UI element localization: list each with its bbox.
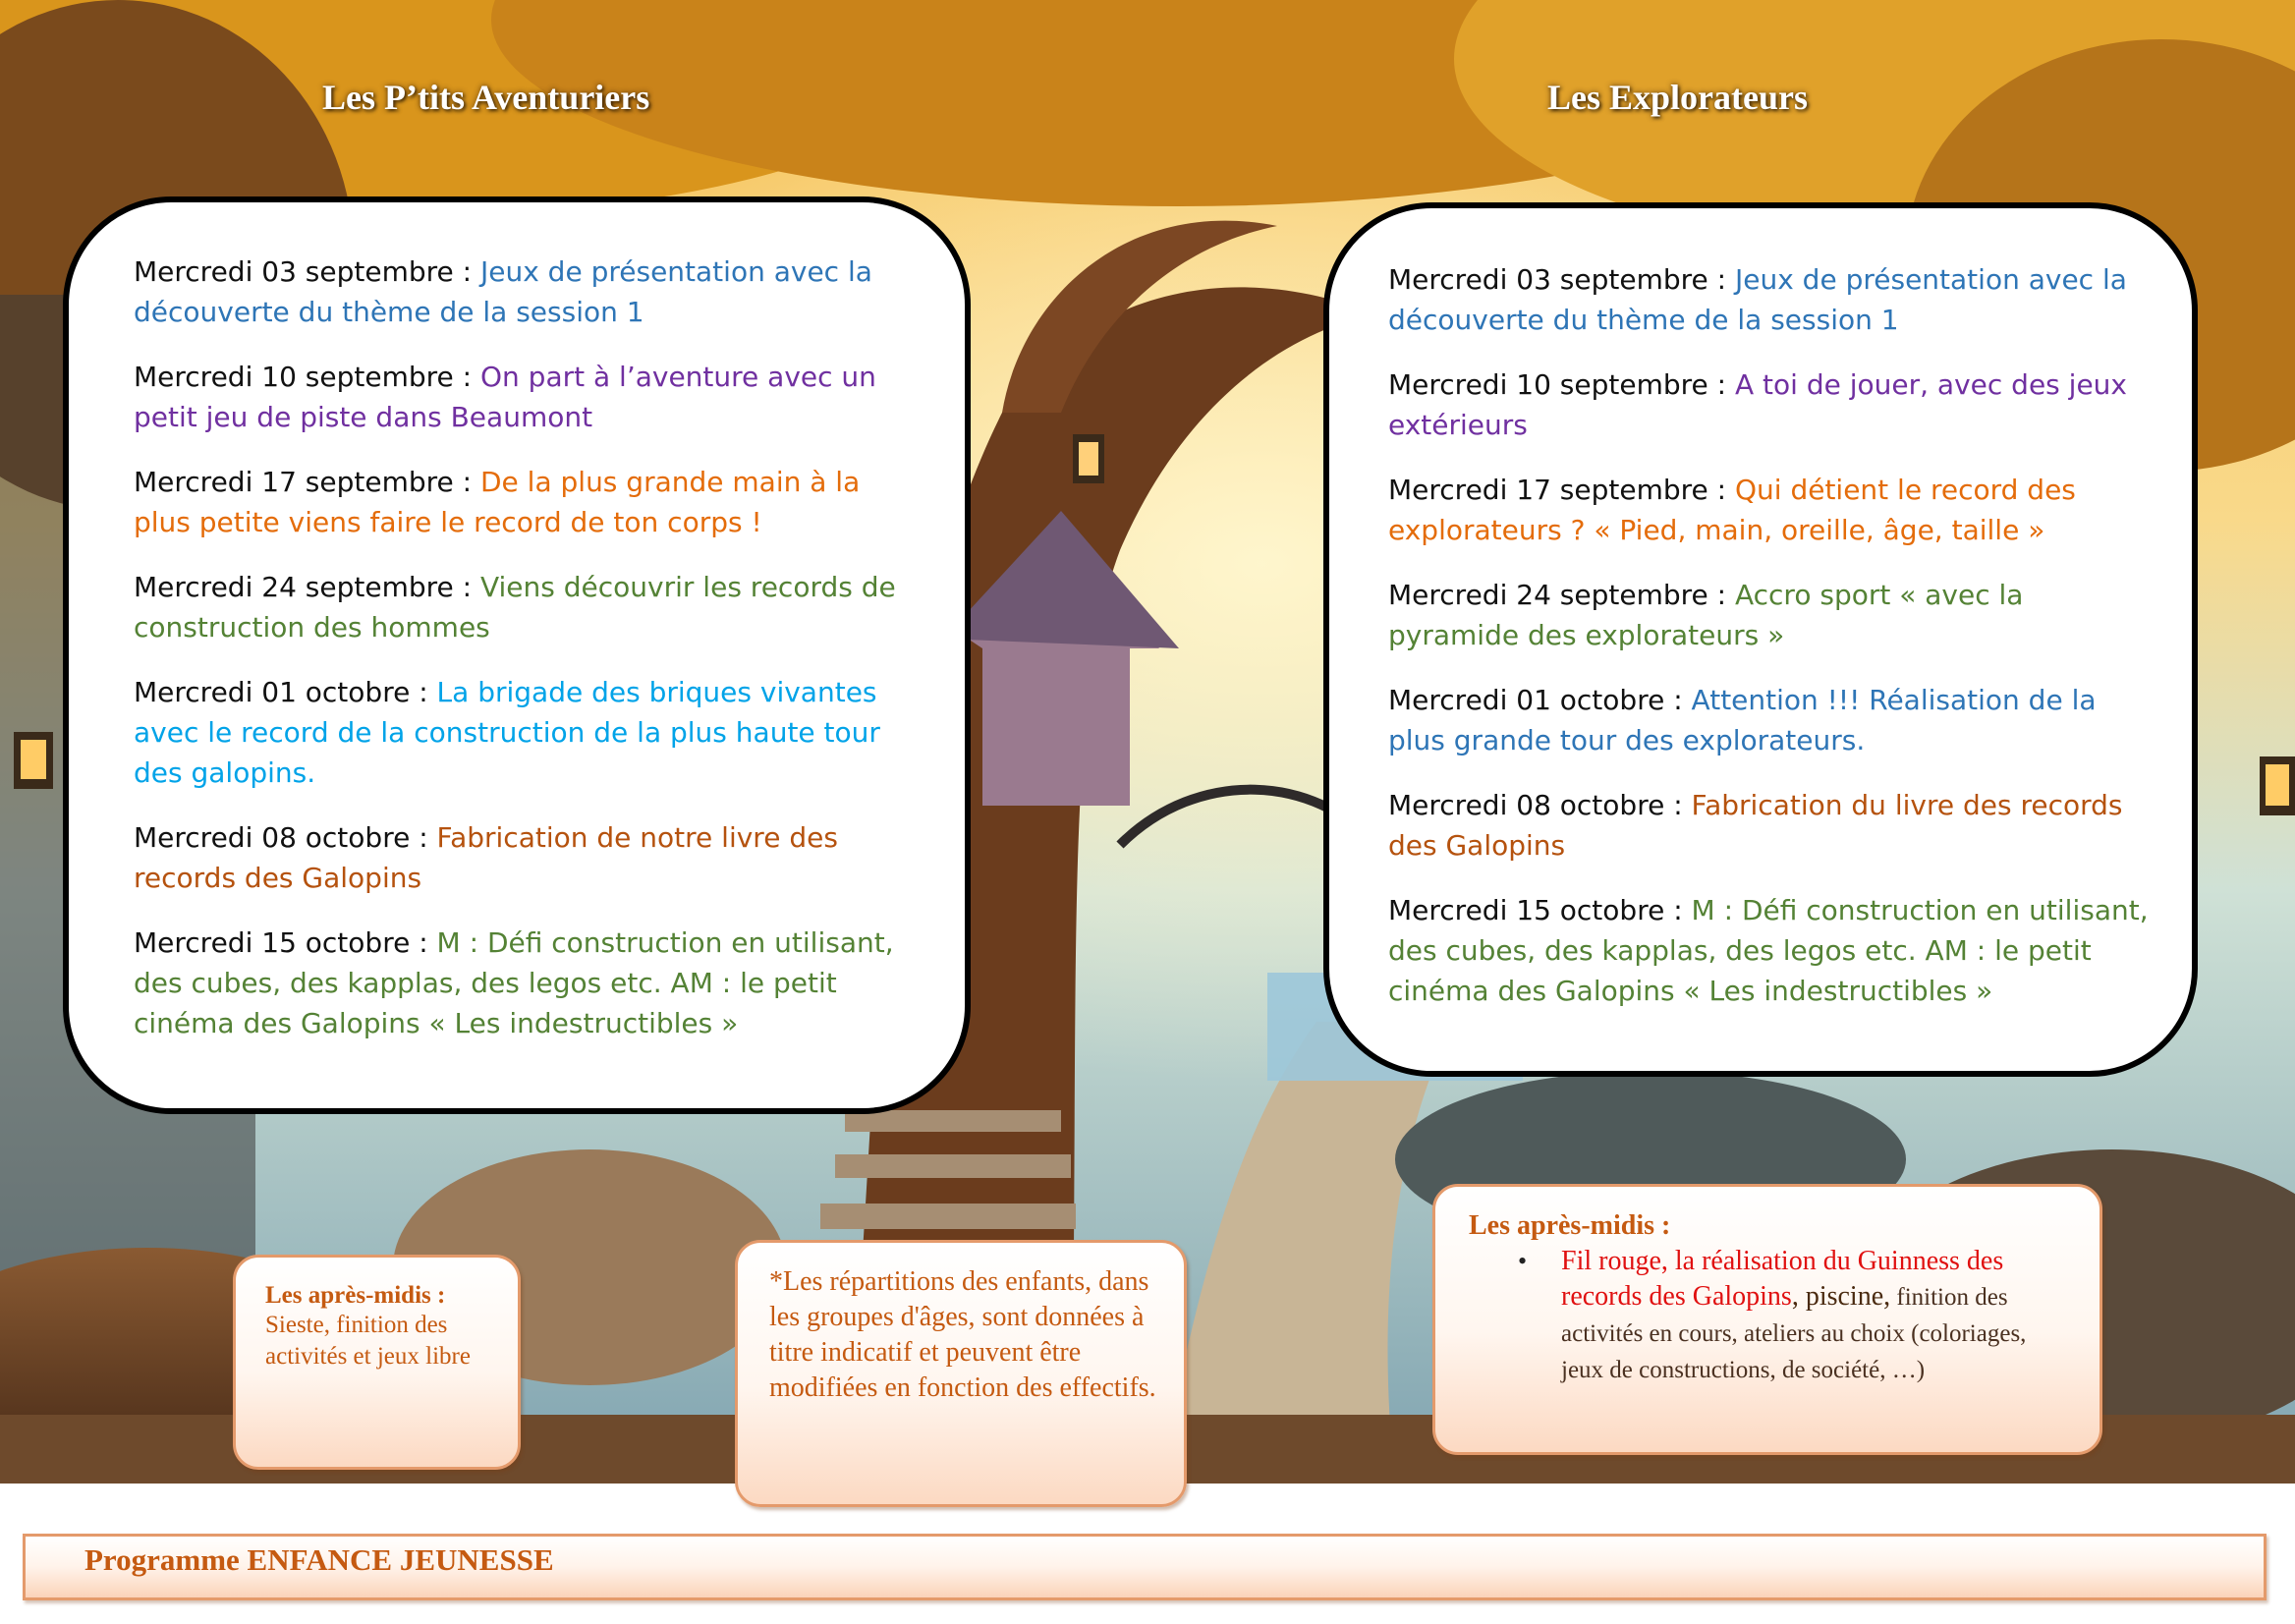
schedule-entry	[134, 357, 916, 437]
entry-date: Mercredi 03 septembre :	[134, 255, 480, 288]
schedule-entry	[134, 817, 916, 898]
entry-date: Mercredi 08 octobre :	[134, 821, 437, 854]
entry-activity: Fabrication de notre livre des records des Galopins	[134, 821, 838, 894]
schedule-panel-ptits-aventuriers	[63, 196, 971, 1114]
entry-activity: De la plus grande main à la plus petite viens faire le record de ton corps !	[134, 466, 861, 538]
footer-bar	[23, 1534, 2267, 1600]
entry-activity: Jeux de présentation avec la découverte du thème de la session 1	[134, 255, 872, 328]
afternoon-note-small	[233, 1255, 521, 1470]
schedule-entry	[134, 672, 916, 793]
entry-activity: Qui détient le record des explorateurs ? « Pied, main, oreille, âge, taille »	[1388, 474, 2076, 546]
entry-activity: Attention !!! Réalisation de la plus grande tour des explorateurs.	[1388, 684, 2097, 756]
schedule-entry	[1388, 680, 2153, 760]
group-title-explorateurs: Les Explorateurs	[1547, 78, 1808, 117]
entry-date: Mercredi 10 septembre :	[134, 361, 480, 393]
schedule-entry	[1388, 785, 2153, 866]
highlight-text: Fil rouge, la réalisation du Guinness des records des Galopins	[1561, 1246, 2004, 1312]
schedule-entry	[134, 252, 916, 332]
entry-activity: M : Défi construction en utilisant, des cubes, des kapplas, des legos etc. AM : le petit cinéma des Galopins « Les indestructibles »	[134, 926, 894, 1039]
item-text: , piscine,	[1791, 1281, 1891, 1312]
note-title: Les après-midis :	[265, 1282, 446, 1309]
entry-activity: Accro sport « avec la pyramide des explorateurs »	[1388, 579, 2024, 651]
entry-date: Mercredi 08 octobre :	[1388, 789, 1692, 821]
schedule-panel-explorateurs	[1323, 202, 2198, 1077]
schedule-entry	[1388, 364, 2153, 445]
afternoon-note-explorateurs	[1432, 1184, 2102, 1455]
age-groups-disclaimer-note	[735, 1240, 1187, 1507]
entry-activity: M : Défi construction en utilisant, des cubes, des kapplas, des legos etc. AM : le petit cinéma des Galopins « Les indestructibles »	[1388, 894, 2149, 1007]
schedule-entry	[134, 923, 916, 1043]
entry-date: Mercredi 24 septembre :	[1388, 579, 1735, 611]
schedule-entry	[1388, 575, 2153, 655]
list-item	[1469, 1244, 2074, 1388]
afternoon-list	[1469, 1244, 2074, 1388]
footer-program-label: Programme ENFANCE JEUNESSE	[84, 1542, 554, 1577]
entry-activity: Jeux de présentation avec la découverte du thème de la session 1	[1388, 263, 2127, 336]
schedule-entry	[134, 567, 916, 647]
group-title-ptits-aventuriers: Les P’tits Aventuriers	[322, 78, 650, 117]
schedule-entry	[1388, 470, 2153, 550]
entry-date: Mercredi 15 octobre :	[134, 926, 437, 959]
entry-activity: On part à l’aventure avec un petit jeu de piste dans Beaumont	[134, 361, 876, 433]
schedule-entry	[134, 462, 916, 542]
item-rest-text: finition des activités en cours, ateliers au choix (coloriages, jeux de constructions, de société, …)	[1561, 1284, 2027, 1383]
entry-date: Mercredi 10 septembre :	[1388, 368, 1735, 401]
entry-date: Mercredi 01 octobre :	[134, 676, 437, 708]
bullet-icon: •	[1518, 1247, 1528, 1275]
entry-date: Mercredi 24 septembre :	[134, 571, 480, 603]
entry-date: Mercredi 03 septembre :	[1388, 263, 1735, 296]
note-body: Sieste, finition des activités et jeux libre	[265, 1312, 471, 1370]
note-title: Les après-midis :	[1469, 1210, 1671, 1241]
entry-date: Mercredi 17 septembre :	[1388, 474, 1735, 506]
note-body: *Les répartitions des enfants, dans les groupes d'âges, sont données à titre indicatif et peuvent être modifiées en fonction des effectifs.	[769, 1266, 1156, 1403]
entry-activity: Fabrication du livre des records des Galopins	[1388, 789, 2123, 862]
entry-date: Mercredi 17 septembre :	[134, 466, 480, 498]
entry-activity: Viens découvrir les records de construction des hommes	[134, 571, 896, 644]
entry-date: Mercredi 01 octobre :	[1388, 684, 1692, 716]
schedule-entry	[1388, 890, 2153, 1011]
schedule-entry	[1388, 259, 2153, 340]
entry-activity: A toi de jouer, avec des jeux extérieurs	[1388, 368, 2127, 441]
entry-activity: La brigade des briques vivantes avec le record de la construction de la plus haute tour des galopins.	[134, 676, 880, 789]
entry-date: Mercredi 15 octobre :	[1388, 894, 1692, 926]
